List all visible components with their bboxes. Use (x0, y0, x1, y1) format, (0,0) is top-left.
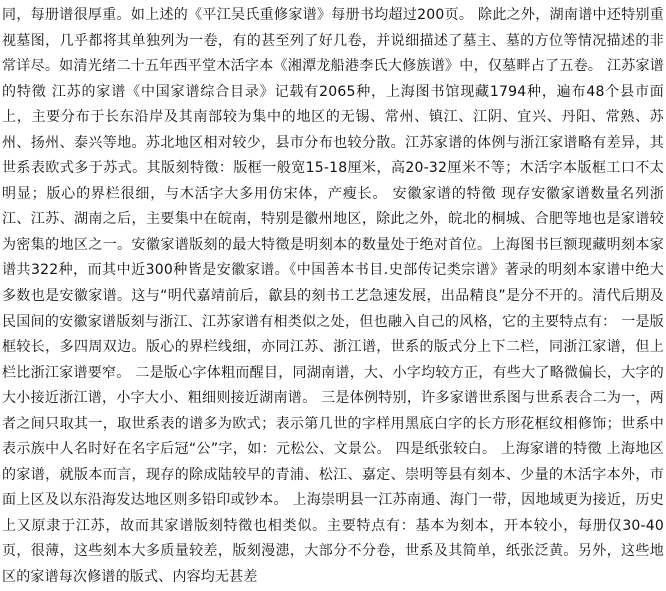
body-paragraph: 同，每册谱很厚重。如上述的《平江吴氏重修家谱》每册书均超过200页。 除此之外，湖南谱中还特别重视墓图，几乎都将其单独列为一卷，有的甚至列了好几卷，并说细描述了墓主、墓的方位等情况描述的非常详尽。如清光绪二十五年西平堂木活字本《湘潭龙船港李氏大修族谱》中，仅墓畔占了五卷。 江苏家谱的特徵 江苏的家谱《中国家谱综合目录》记载有2065种，上海图书馆现藏1794种，遍布48个县市面上，主要分布于长东沿岸及其南部较为集中的地区的无锡、常州、镇江、江阴、宜兴、丹阳、常熟、苏州、扬州、泰兴等地。苏北地区相对较少，县市分布也较分散。江苏家谱的体例与浙江家谱略有差异，其世系表欧式多于苏式。其版刻特徵：版框一般宽15-18厘米，高20-32厘米不等；木活字本版框工口不太明显；版心的界栏很细，与木活字大多用仿宋体，产瘦长。 安徽家谱的特徵 现存安徽家谱数量名列浙江、江苏、湖南之后，主要集中在皖南，特别是徽州地区，除此之外，皖北的桐城、合肥等地也是家谱较为密集的地区之一。安徽家谱版刻的最大特徵是明刻本的数量处于绝对首位。上海图书巨额现藏明刻本家谱共322种，而其中近300种皆是安徽家谱。《中国善本书目.史部传记类宗谱》著录的明刻本家谱中绝大多数也是安徽家谱。这与“明代嘉靖前后，歙县的刻书工艺急速发展，出品精良”是分不开的。清代后期及民国间的安徽家谱版刻与浙江、江苏家谱有相类似之处，但也融入自己的风格，它的主要特点有： 一是版框较长，多四周双边。版心的界栏线细，亦同江苏、浙江谱，世系的版式分上下二栏，同浙江家谱，但上栏比浙江家谱要窄。 二是版心字体粗而醒目，同湖南谱，大、小字均较方正，有些大了略微偏长，大字的大小接近浙江谱，小字大小、粗细则接近湖南谱。 三是体例特别，许多家谱世系图与世系表合二为一，两者之间只取其一，取世系表的谱多为欧式；表示第几世的字样用黑底白字的长方形花框纹相修饰；世系中表示族中人名时好在名字后冠“公”字，如：元松公、文景公。 四是纸张较白。 上海家谱的特徵 上海地区的家谱，就版本而言，现存的除成陆较早的青浦、松江、嘉定、崇明等县有刻本、少量的木活字本外，市面上区及以东沿海发达地区则多铅印或钞本。 上海崇明县一江苏南通、海门一带，因地域更为接近，历史上又原隶于江苏，故而其家谱版刻特徵也相类似。主要特点有：基本为刻本，开本较小，每册仅30-40页，很薄，这些刻本大多质量较差，版刻漫漶，大部分不分卷，世系及其简单，纸张泛黄。另外，这些地区的家谱每次修谱的版式、内容均无甚差 (2, 7, 664, 586)
